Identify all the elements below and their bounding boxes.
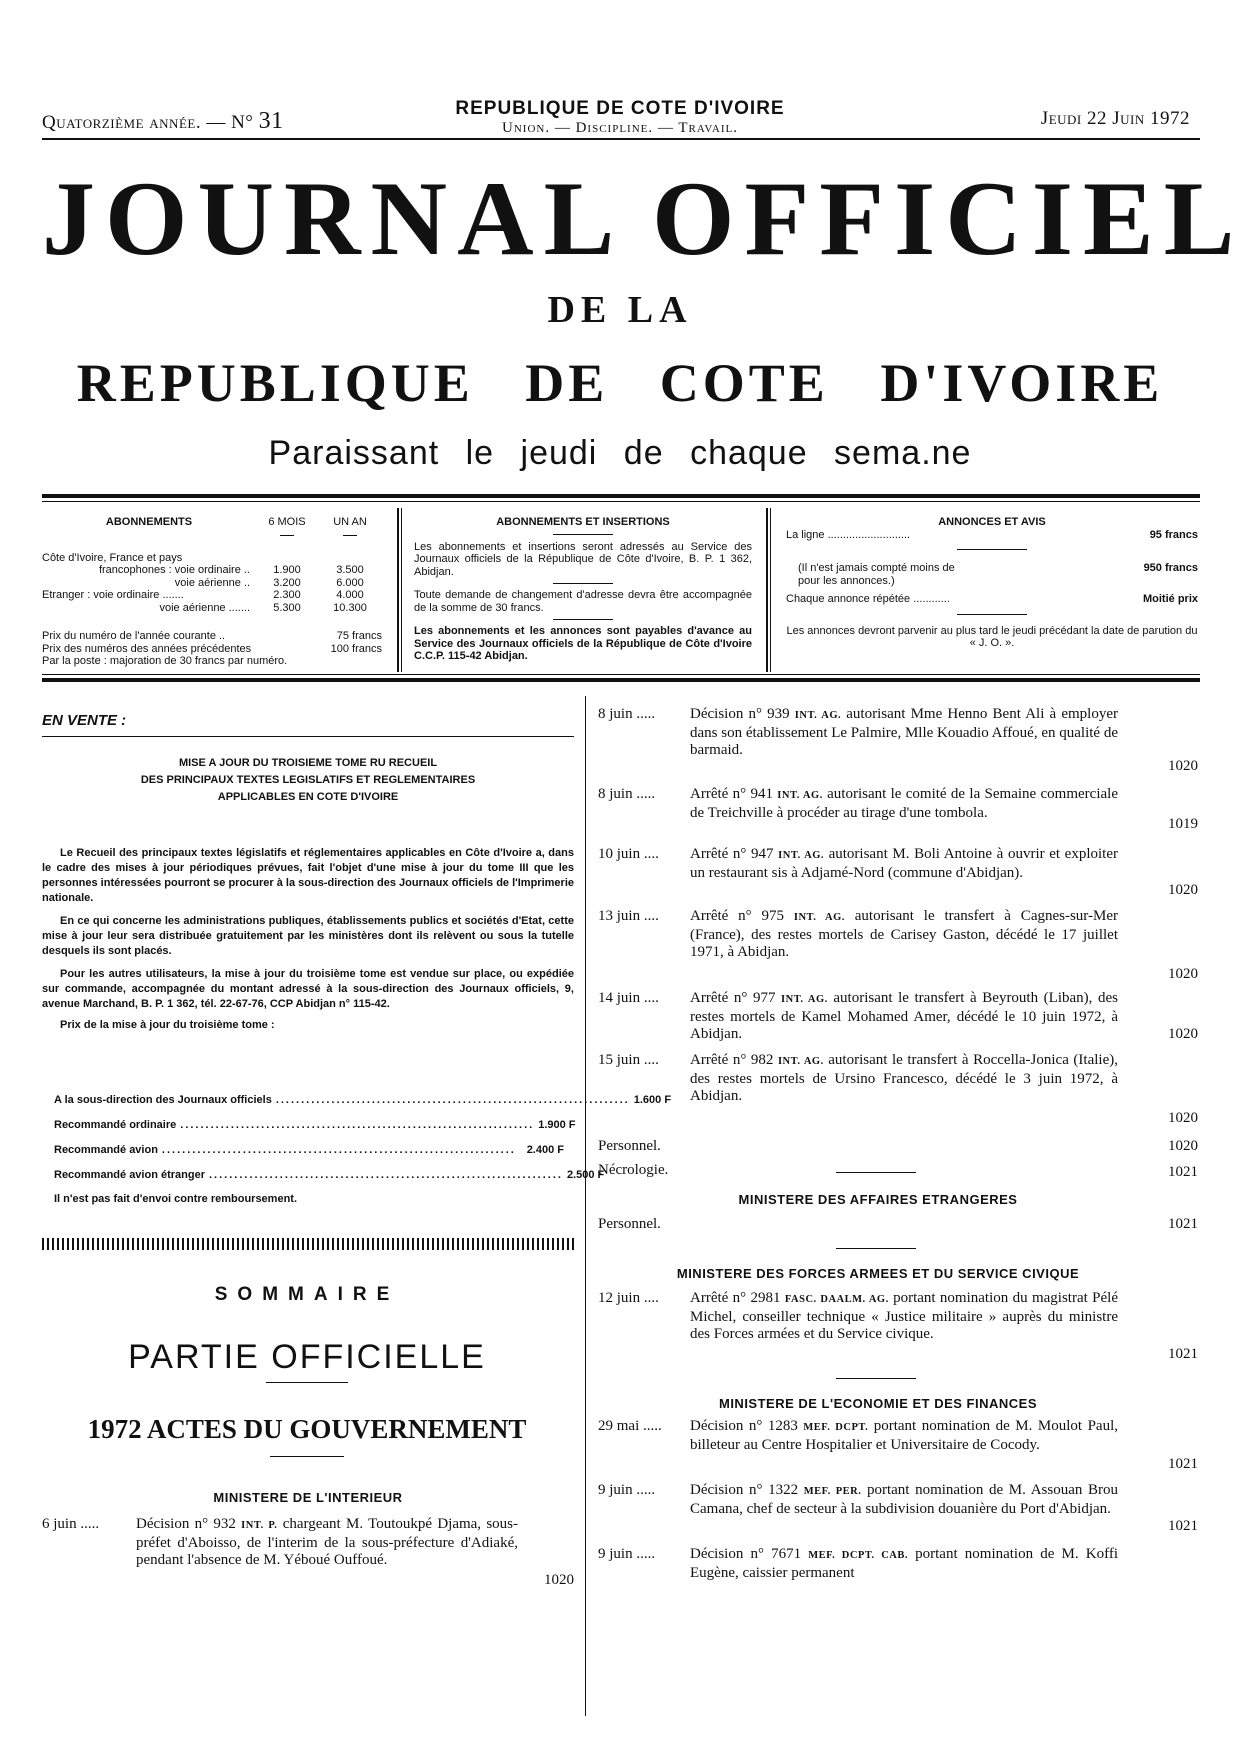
acts-title: 1972 ACTES DU GOUVERNEMENT (87, 1414, 527, 1444)
title-journal: JOURNAL (42, 160, 625, 277)
summary-entry: 14 juin .... Arrêté n° 977 INT. AG. autorisant le transfert à Beyrouth (Liban), des restes mortels de Kamel Mohamed Amer, décédé le 10 juin 1972, à Abidjan. 1020 (598, 990, 1198, 1042)
title-officiel: OFFICIEL (652, 160, 1244, 277)
section-rule (836, 1378, 916, 1379)
col-six-months: 6 MOIS (268, 516, 306, 528)
insertions-box (414, 516, 752, 663)
summary-title: SOMMAIRE (214, 1284, 400, 1305)
box-divider-2 (766, 508, 768, 672)
masthead-center (440, 98, 800, 137)
for-sale-paragraph-3: Pour les autres utilisateurs, la mise à jour du troisième tome est vendue sur place, ou expédiée sur commande, accompagnée du montant adressé à la sous-direction des Journaux officiels, 9, avenue Marchand, B. P. 1 362, tél. 22-67-76, CCP Abidjan n° 115-42. (42, 968, 574, 1010)
official-part-title: PARTIE OFFICIELLE (128, 1338, 486, 1376)
ornament-band (42, 1238, 574, 1250)
issue-year-label: Quatorzième année. — N° (42, 112, 254, 133)
national-motto: Union. — Discipline. — Travail. (502, 120, 738, 136)
insertions-paragraph-3: Les abonnements et les annonces sont payables d'avance au Service des Journaux officiels de la République de Côte d'Ivoire C.C.P. 115-42 Abidjan. (414, 625, 752, 662)
subscription-row: Côte d'Ivoire, France et pays (42, 551, 183, 564)
summary-entry: 9 juin ..... Décision n° 7671 MEF. DCPT. CAB. portant nomination de M. Koffi Eugène, caissier permanent (598, 1546, 1118, 1581)
price-intro: Prix de la mise à jour du troisième tome : (60, 1019, 275, 1031)
for-sale-label: EN VENTE : (42, 712, 127, 729)
dash-rule (553, 619, 613, 620)
insertions-heading: ABONNEMENTS ET INSERTIONS (496, 516, 670, 528)
box-divider-1 (397, 508, 399, 672)
ministry-interior-heading: MINISTERE DE L'INTERIEUR (213, 1490, 403, 1505)
summary-entry: 29 mai ..... Décision n° 1283 MEF. DCPT. portant nomination de M. Moulot Paul, billeteur au Centre Hospitalier et Universitaire de Cocody. 1021 (598, 1418, 1198, 1472)
issue-label (42, 108, 284, 135)
ministry-armed-forces-heading: MINISTERE DES FORCES ARMEES ET DU SERVICE CIVIQUE (676, 1266, 1080, 1281)
dash-rule (553, 534, 613, 535)
announcement-deadline-note: Les annonces devront parvenir au plus tard le jeudi précédant la date de parution du « J. O. ». (786, 624, 1198, 649)
acts-rule (270, 1456, 344, 1457)
info-bottom-rule-thin (42, 674, 1200, 675)
announcements-box (786, 516, 1198, 650)
column-divider (585, 696, 586, 1716)
summary-entry: 12 juin .... Arrêté n° 2981 FASC. DAALM. AG. portant nomination du magistrat Pélé Michel, conseiller technique « Justice militaire » auprès du ministre des Forces armées et du Service civique. 1021 (598, 1290, 1198, 1362)
dash-rule (957, 614, 1027, 615)
summary-entry: 10 juin .... Arrêté n° 947 INT. AG. autorisant M. Boli Antoine à ouvrir et exploiter un restaurant sis à Adjamé-Nord (commune d'Abidjan). 1020 (598, 846, 1198, 898)
no-cod-note: Il n'est pas fait d'envoi contre remboursement. (54, 1193, 298, 1205)
issue-price-row: Prix du numéro de l'année courante .. 75 francs (42, 630, 382, 642)
title-de-la: DE LA (547, 289, 693, 331)
info-top-rule-thin (42, 501, 1200, 502)
box-divider-2b (770, 508, 771, 672)
personnel-entry: Personnel. 1020 (598, 1138, 1198, 1154)
obituary-entry: Nécrologie. 1021 (598, 1162, 1198, 1180)
price-row: A la sous-direction des Journaux officiels ...................................................................... 1.600 F (54, 1094, 672, 1106)
postage-note: Par la poste : majoration de 30 francs par numéro. (42, 655, 288, 667)
info-bottom-rule-thick (42, 678, 1200, 682)
dash-rule (553, 583, 613, 584)
publication-frequency: Paraissant le jeudi de chaque sema.ne (268, 434, 972, 472)
dash-rule (957, 549, 1027, 550)
summary-entry: 15 juin .... Arrêté n° 982 INT. AG. autorisant le transfert à Roccella-Jonica (Italie), des restes mortels de Ursino Francesco, décédé le 3 juin 1972, à Abidjan. 1020 (598, 1052, 1198, 1126)
issue-price-row: Prix des numéros des années précédentes 100 francs (42, 642, 382, 655)
personnel-entry: Personnel. 1021 (598, 1216, 1198, 1232)
subscription-row: francophones : voie ordinaire .. 1.900 3.500 (98, 564, 364, 576)
announcement-minimum-tail: pour les annonces.) (798, 574, 895, 587)
ministry-economy-heading: MINISTERE DE L'ECONOMIE ET DES FINANCES (718, 1396, 1037, 1411)
for-sale-heading: MISE A JOUR DU TROISIEME TOME RU RECUEIL DES PRINCIPAUX TEXTES LEGISLATIFS ET REGLEMENTAIRES APPLICABLES EN COTE D'IVOIRE (140, 757, 476, 803)
section-rule (836, 1172, 916, 1173)
announcements-heading: ANNONCES ET AVIS (938, 516, 1046, 528)
for-sale-rule (42, 736, 574, 737)
republic-name: REPUBLIQUE DE COTE D'IVOIRE (455, 98, 785, 119)
info-top-rule-thick (42, 494, 1200, 498)
subscription-row: voie aérienne .. 3.200 6.000 (174, 576, 364, 589)
subscriptions-box (42, 516, 382, 668)
announcement-line-row: La ligne ........................... 95 francs (786, 528, 1198, 541)
subscription-row: Etranger : voie ordinaire ....... 2.300 4.000 (42, 589, 364, 601)
box-divider-1b (401, 508, 402, 672)
section-rule (836, 1248, 916, 1249)
ministry-foreign-affairs-heading: MINISTERE DES AFFAIRES ETRANGERES (738, 1192, 1018, 1207)
summary-entry: 6 juin ..... Décision n° 932 INT. P. chargeant M. Toutoukpé Djama, sous-préfet d'Aboisso, de l'interim de la sous-préfecture d'Adiaké, pendant l'absence de M. Yéboué Ouffoué. 1020 (42, 1516, 574, 1588)
subscriptions-heading: ABONNEMENTS (105, 516, 193, 528)
price-list (54, 1094, 672, 1205)
price-row: Recommandé ordinaire ...................................................................... 1.900 F (54, 1119, 576, 1131)
col-one-year: UN AN (333, 516, 367, 528)
partie-rule (266, 1382, 348, 1383)
subscription-row: voie aérienne ....... 5.300 10.300 (159, 601, 367, 614)
summary-entry: 9 juin ..... Décision n° 1322 MEF. PER. portant nomination de M. Assouan Brou Camana, chef de secteur à la subdivision douanière du Port d'Abidjan. 1021 (598, 1482, 1198, 1534)
price-row: Recommandé avion étranger ...................................................................... 2.500 F (54, 1169, 605, 1181)
masthead-rule (42, 138, 1200, 140)
announcement-minimum-row: (Il n'est jamais compté moins de 950 francs (798, 562, 1198, 574)
summary-entry: 8 juin ..... Arrêté n° 941 INT. AG. autorisant le comité de la Semaine commerciale de Treichville à procéder au tirage d'une tombola. 1019 (598, 786, 1198, 832)
summary-entry: 8 juin ..... Décision n° 939 INT. AG. autorisant Mme Henno Bent Ali à employer dans son établissement Le Palmire, Mlle Kouadio Affoué, en qualité de barmaid. 1020 (598, 706, 1198, 774)
issue-number: 31 (258, 108, 284, 134)
insertions-paragraph-1: Les abonnements et insertions seront adressés au Service des Journaux officiels de la République de Côte d'Ivoire, B. P. 1 362, Abidjan. (414, 540, 752, 578)
insertions-paragraph-2: Toute demande de changement d'adresse devra être accompagnée de la somme de 30 francs. (414, 589, 752, 614)
for-sale-paragraph-1: Le Recueil des principaux textes législatifs et réglementaires applicables en Côte d'Ivoire a, dans le cadre des mises à jour périodiques prévues, fait l'objet d'une mise à jour du tome III que les personnes intéressées pourront se procurer à la sous-direction des Journaux officiels de l'Imprimerie nationale. (42, 847, 575, 904)
title-country: REPUBLIQUE DE COTE D'IVOIRE (76, 353, 1164, 413)
issue-date: Jeudi 22 Juin 1972 (1040, 108, 1190, 129)
for-sale-text (42, 846, 574, 1033)
summary-entry: 13 juin .... Arrêté n° 975 INT. AG. autorisant le transfert à Cagnes-sur-Mer (France), des restes mortels de Carisey Gaston, décédé le 17 juillet 1971, à Abidjan. 1020 (598, 908, 1198, 982)
announcement-repeat-row: Chaque annonce répétée ............ Moitié prix (786, 593, 1198, 605)
for-sale-paragraph-2: En ce qui concerne les administrations publiques, établissements publics et sociétés d'Etat, cette mise à jour leur sera distribuée gratuitement par les ministères dont ils relèvent ou sous la tutelle desquels ils sont placés. (42, 915, 574, 957)
price-row: Recommandé avion ...................................................................... 2.400 F (54, 1144, 564, 1156)
